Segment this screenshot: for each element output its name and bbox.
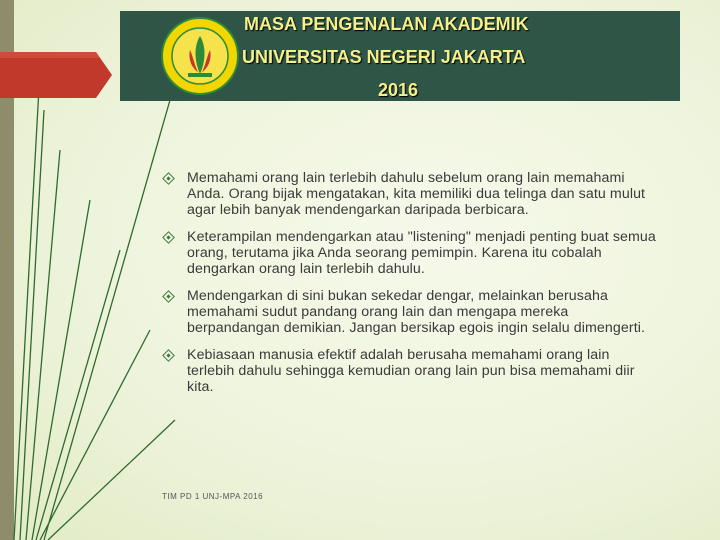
bullet-item (160, 170, 660, 218)
bullet-text: Keterampilan mendengarkan atau "listening" menjadi penting buat semua orang, terutama jika Anda seorang pemimpin. Karena itu cobalah dengarkan orang lain terlebih dahulu. (187, 229, 656, 277)
header-title-line2: UNIVERSITAS NEGERI JAKARTA (242, 47, 526, 67)
red-arrow-shape (0, 52, 112, 98)
university-logo (160, 16, 240, 96)
bullet-text: Kebiasaan manusia efektif adalah berusaha memahami orang lain terlebih dahulu sehingga kemudian orang lain pun bisa memahami diir kita. (187, 347, 635, 395)
bullet-item (160, 288, 660, 336)
bullet-text: Memahami orang lain terlebih dahulu sebelum orang lain memahami Anda. Orang bijak mengatakan, kita memiliki dua telinga dan satu mulut agar lebih banyak mendengarkan daripada berbicara. (187, 170, 646, 218)
diamond-bullet-icon (162, 172, 175, 185)
diamond-bullet-icon (162, 290, 175, 303)
header-title-line1: MASA PENGENALAN AKADEMIK (244, 14, 529, 34)
header-title-year: 2016 (378, 80, 419, 100)
bullet-list (160, 170, 660, 406)
diamond-bullet-icon (162, 349, 175, 362)
bullet-item (160, 229, 660, 277)
bullet-item (160, 347, 660, 395)
diamond-bullet-icon (162, 231, 175, 244)
footer-text: TIM PD 1 UNJ-MPA 2016 (162, 492, 264, 501)
bullet-text: Mendengarkan di sini bukan sekedar dengar, melainkan berusaha memahami sudut pandang orang lain dan mengapa mereka berpandangan demikian. Jangan bersikap egois ingin selalu dimengerti. (187, 288, 646, 336)
